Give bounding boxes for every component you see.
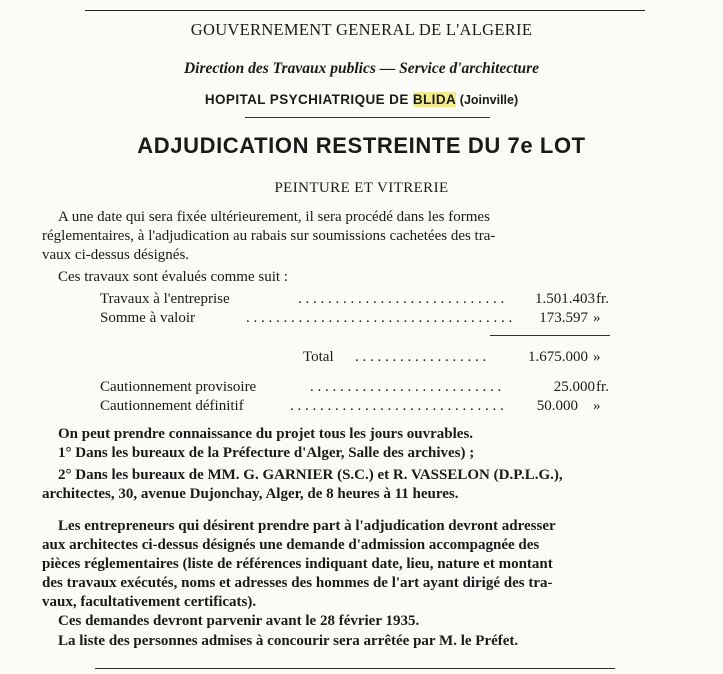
- total-unit: »: [593, 349, 601, 365]
- direction-heading: Direction des Travaux publics — Service d'architecture: [183, 60, 540, 77]
- cost-leader-reserve: . . . . . . . . . . . . . . . . . . . . . . . . . . . . . . . . . . . .: [246, 310, 513, 326]
- intro-line-3: vaux ci-dessus désignés.: [42, 247, 190, 263]
- sum-rule: [490, 335, 610, 336]
- total-leader: . . . . . . . . . . . . . . . . . .: [355, 349, 487, 365]
- cost-label-works: Travaux à l'entreprise: [100, 291, 230, 307]
- guarantee-label-provisional: Cautionnement provisoire: [100, 379, 257, 395]
- cost-unit-works: fr.: [596, 291, 609, 307]
- guarantee-unit-final: »: [593, 398, 601, 414]
- cost-unit-reserve: »: [593, 310, 601, 326]
- conditions-line-1: Les entrepreneurs qui désirent prendre part à l'adjudication devront adresser: [58, 518, 556, 534]
- guarantee-leader-provisional: . . . . . . . . . . . . . . . . . . . . . . . . . .: [310, 379, 502, 395]
- bottom-rule: [95, 668, 615, 669]
- hospital-heading: [0, 92, 723, 107]
- header-rule: [245, 117, 490, 118]
- consult-line-2: 1° Dans les bureaux de la Préfecture d'Alger, Salle des archives) ;: [58, 445, 475, 461]
- cost-amount-works: 1.501.403: [535, 291, 595, 307]
- guarantee-amount-final: 50.000: [536, 398, 578, 414]
- cost-amount-reserve: 173.597: [539, 310, 588, 326]
- conditions-line-5: vaux, facultativement certificats).: [42, 594, 257, 610]
- total-amount: 1.675.000: [528, 349, 588, 365]
- notice-title: ADJUDICATION RESTREINTE DU 7e LOT: [137, 133, 586, 158]
- cost-label-reserve: Somme à valoir: [100, 310, 195, 326]
- conditions-line-3: pièces réglementaires (liste de références indiquant date, lieu, nature et montant: [42, 556, 553, 572]
- notice-subtitle: PEINTURE ET VITRERIE: [274, 180, 449, 196]
- consult-line-3: 2° Dans les bureaux de MM. G. GARNIER (S.C.) et R. VASSELON (D.P.L.G.),: [58, 467, 563, 483]
- consult-line-1: On peut prendre connaissance du projet tous les jours ouvrables.: [58, 426, 474, 442]
- total-label: Total: [303, 349, 334, 365]
- intro-line-1: A une date qui sera fixée ultérieurement, il sera procédé dans les formes: [58, 209, 490, 225]
- government-heading: GOUVERNEMENT GENERAL DE L'ALGERIE: [190, 20, 533, 39]
- guarantee-leader-final: . . . . . . . . . . . . . . . . . . . . . . . . . . . . .: [290, 398, 504, 414]
- guarantee-unit-provisional: fr.: [596, 379, 609, 395]
- evaluation-intro: Ces travaux sont évalués comme suit :: [58, 269, 288, 285]
- consult-line-4: architectes, 30, avenue Dujonchay, Alger, de 8 heures à 11 heures.: [42, 486, 459, 502]
- conditions-line-4: des travaux exécutés, noms et adresses des hommes de l'art ayant dirigé des tra-: [42, 575, 553, 591]
- cost-leader-works: . . . . . . . . . . . . . . . . . . . . . . . . . . . .: [298, 291, 505, 307]
- intro-line-2: réglementaires, à l'adjudication au rabais sur soumissions cachetées des tra-: [42, 228, 496, 244]
- hospital-suffix: (Joinville): [459, 93, 519, 107]
- conditions-line-6: Ces demandes devront parvenir avant le 28 février 1935.: [58, 613, 420, 629]
- top-rule: [85, 10, 645, 11]
- guarantee-amount-provisional: 25.000: [553, 379, 595, 395]
- hospital-city: BLIDA: [412, 92, 456, 107]
- guarantee-label-final: Cautionnement définitif: [100, 398, 244, 414]
- hospital-prefix: HOPITAL PSYCHIATRIQUE DE: [204, 92, 409, 107]
- conditions-line-2: aux architectes ci-dessus désignés une demande d'admission accompagnée des: [42, 537, 540, 553]
- conditions-line-7: La liste des personnes admises à concourir sera arrêtée par M. le Préfet.: [58, 633, 519, 649]
